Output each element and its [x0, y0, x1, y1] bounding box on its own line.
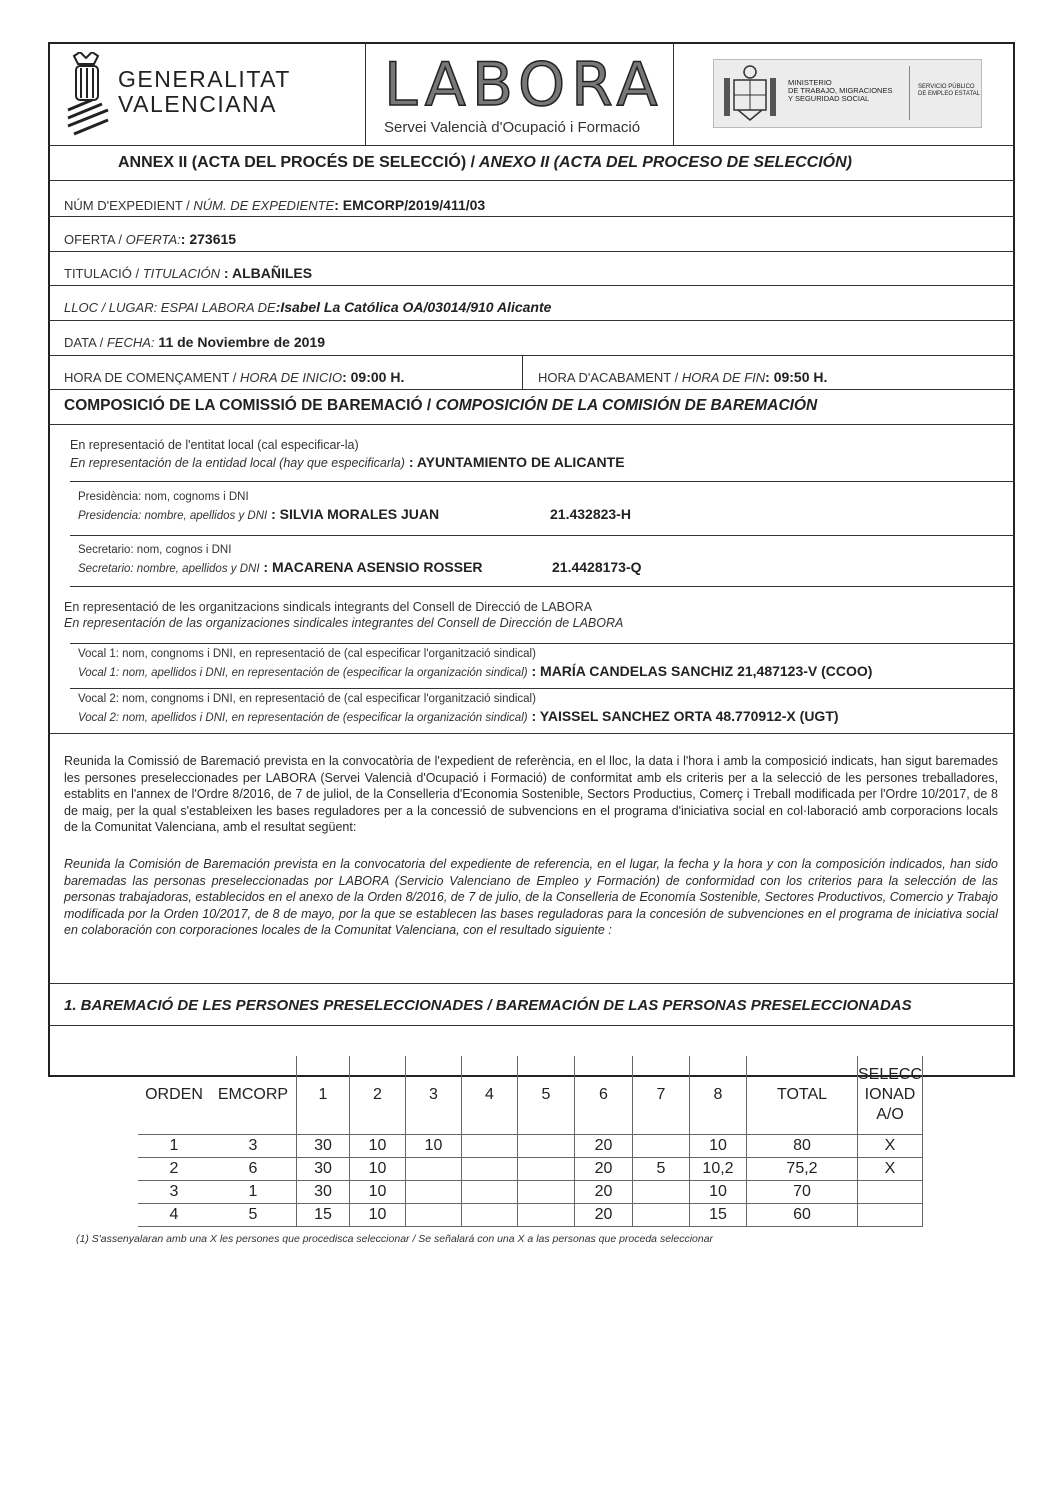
header-col-2: 2: [350, 1056, 406, 1135]
table-cell: [406, 1181, 462, 1204]
table-cell: 20: [575, 1135, 633, 1158]
table-cell: 3: [210, 1135, 297, 1158]
table-cell: 10: [350, 1135, 406, 1158]
labora-logo-subtitle: Servei Valencià d'Ocupació i Formació: [384, 119, 641, 136]
presidencia-row: Presidencia: nombre, apellidos y DNI : SILVIA MORALES JUAN: [78, 506, 440, 522]
table-row: [138, 1135, 923, 1158]
table-cell: 10: [690, 1181, 747, 1204]
table-cell: 20: [575, 1158, 633, 1181]
table-cell: [406, 1204, 462, 1227]
table-cell: [518, 1181, 575, 1204]
baremacion-table: [138, 1056, 923, 1227]
table-cell: [406, 1158, 462, 1181]
table-cell: [462, 1204, 518, 1227]
hora-inicio-row: HORA DE COMENÇAMENT / HORA DE INICIO: 09:00 H.: [64, 369, 405, 385]
table-cell: 5: [210, 1204, 297, 1227]
table-cell: 30: [297, 1135, 350, 1158]
table-header-row: [138, 1056, 923, 1135]
ministry-line1: MINISTERIO: [788, 78, 832, 87]
vocal1-row: Vocal 1: nom, apellidos i DNI, en representación de (especificar la organización sindical) : MARÍA CANDELAS SANCHIZ 21,487123-V (CCOO): [78, 663, 873, 679]
table-cell: 10: [690, 1135, 747, 1158]
vocal2-row: Vocal 2: nom, apellidos i DNI, en representación de (especificar la organización sindical) : YAISSEL SANCHEZ ORTA 48.770912-X (UGT): [78, 708, 839, 724]
table-cell: 2: [138, 1158, 210, 1181]
table-cell: [462, 1135, 518, 1158]
labora-logo-word: LABORA: [384, 50, 664, 120]
table-cell: [633, 1181, 690, 1204]
ministry-logo: [713, 59, 982, 128]
secretario-row: Secretario: nombre, apellidos y DNI : MACARENA ASENSIO ROSSER: [78, 559, 483, 575]
sepe-line2: DE EMPLEO ESTATAL: [918, 91, 981, 97]
table-cell: 20: [575, 1204, 633, 1227]
lugar-row: LLOC / LUGAR: ESPAI LABORA DE:Isabel La Católica OA/03014/910 Alicante: [64, 299, 552, 315]
table-cell: [633, 1204, 690, 1227]
table-cell: 10,2: [690, 1158, 747, 1181]
table-row: [138, 1204, 923, 1227]
sepe-line1: SERVICIO PÚBLICO: [918, 84, 975, 90]
header-total: TOTAL: [747, 1056, 858, 1135]
table-cell: [518, 1158, 575, 1181]
presidencia-dni: 21.432823-H: [550, 506, 631, 522]
header-col-1: 1: [297, 1056, 350, 1135]
vocal2-label-val: Vocal 2: nom, congnoms i DNI, en representació de (cal especificar l'organització sindical): [78, 693, 536, 705]
presidencia-label-val: Presidència: nom, cognoms i DNI: [78, 491, 249, 503]
table-cell: 10: [350, 1158, 406, 1181]
table-cell: [518, 1135, 575, 1158]
fecha-row: DATA / FECHA: 11 de Noviembre de 2019: [64, 334, 325, 350]
table-cell: [858, 1181, 923, 1204]
header-col-3: 3: [406, 1056, 462, 1135]
hora-fin-row: HORA D'ACABAMENT / HORA DE FIN: 09:50 H.: [538, 369, 828, 385]
header-col-7: 7: [633, 1056, 690, 1135]
titulacion-row: TITULACIÓ / TITULACIÓN : ALBAÑILES: [64, 265, 313, 281]
table-cell: 60: [747, 1204, 858, 1227]
generalitat-logo: [64, 52, 112, 136]
footnote: (1) S'assenyalaran amb una X les persones que procedisca seleccionar / Se señalará con una X a las personas que proceda seleccionar: [76, 1233, 714, 1245]
table-cell: [633, 1135, 690, 1158]
table-cell: 10: [350, 1204, 406, 1227]
table-cell: [518, 1204, 575, 1227]
table-cell: [462, 1181, 518, 1204]
table-cell: 30: [297, 1181, 350, 1204]
table-cell: 4: [138, 1204, 210, 1227]
header-seleccionado: SELECC IONAD A/O: [858, 1056, 923, 1135]
header-col-8: 8: [690, 1056, 747, 1135]
table-row: [138, 1158, 923, 1181]
header-col-6: 6: [575, 1056, 633, 1135]
oferta-row: OFERTA / OFERTA:: 273615: [64, 231, 237, 247]
table-cell: [858, 1204, 923, 1227]
table-cell: 5: [633, 1158, 690, 1181]
secretario-label-val: Secretario: nom, cognos i DNI: [78, 544, 232, 556]
ministry-line3: Y SEGURIDAD SOCIAL: [788, 94, 870, 103]
divider: [48, 145, 1015, 146]
table-cell: 70: [747, 1181, 858, 1204]
expediente-row: NÚM D'EXPEDIENT / NÚM. DE EXPEDIENTE: EMCORP/2019/411/03: [64, 197, 486, 213]
generalitat-name-line1: GENERALITAT: [118, 66, 291, 92]
commission-heading: COMPOSICIÓ DE LA COMISSIÓ DE BAREMACIÓ / COMPOSICIÓN DE LA COMISIÓN DE BAREMACIÓN: [64, 397, 818, 414]
ministry-line2: DE TRABAJO, MIGRACIONES: [788, 86, 893, 95]
paragraph-valenciano: Reunida la Comissió de Baremació prevista en la convocatòria de l'expedient de referència, en el lloc, la data i l'hora i amb la composició indicats, han sigut baremades les persones preseleccionades per LABORA (Servei Valencià d'Ocupació i Formació) de conformitat amb els criteris per a la selecció de les persones treballadores, establits en l'annex de l'Ordre 8/2016, de 7 de juliol, de la Conselleria d'Economia Sostenible, Sectors Productius, Comerç i Treball modificada per l'Ordre 10/2017, de 8 de maig, per la qual s'estableixen les bases reguladores per a la concessió de subvencions en el programa d'iniciativa social en col·laboració amb corporacions locals de la Comunitat Valenciana, amb el resultat següent:: [64, 754, 998, 834]
sindicales-es: En representación de las organizaciones sindicales integrantes del Consell de Dirección de LABORA: [64, 616, 624, 630]
table-cell: 1: [210, 1181, 297, 1204]
entidad-label-val: En representació de l'entitat local (cal especificar-la): [70, 438, 359, 452]
table-cell: X: [858, 1158, 923, 1181]
table-cell: 80: [747, 1135, 858, 1158]
table-cell: X: [858, 1135, 923, 1158]
generalitat-name-line2: VALENCIANA: [118, 91, 278, 117]
divider: [365, 42, 366, 145]
sindicales-val: En representació de les organitzacions sindicals integrants del Consell de Direcció de LABORA: [64, 600, 593, 614]
section1-heading: 1. BAREMACIÓ DE LES PERSONES PRESELECCIONADES / BAREMACIÓN DE LAS PERSONAS PRESELECCIONADAS: [64, 997, 912, 1014]
table-cell: 10: [350, 1181, 406, 1204]
paragraph-castellano: Reunida la Comisión de Baremación prevista en la convocatoria del expediente de referencia, en el lugar, la fecha y la hora y con la composición indicados, han sido baremadas las personas preseleccionadas por LABORA (Servicio Valenciano de Empleo y Formación) de conformidad con los criterios para la selección de las personas trabajadoras, establecidos en el anexo de la Orden 8/2016, de 7 de julio, de la Conselleria de Economía Sostenible, Sectores Productivos, Comercio y Trabajo modificada por la Orden 10/2017, de 8 de mayo, por la que se establecen las bases reguladoras para la concesión de subvenciones en el programa de iniciativa social en colaboración con corporaciones locales de la Comunitat Valenciana, con el resultado siguiente :: [64, 857, 998, 937]
header-orden: ORDEN: [138, 1056, 210, 1135]
header-emcorp: EMCORP: [210, 1056, 297, 1135]
vocal1-label-val: Vocal 1: nom, congnoms i DNI, en representació de (cal especificar l'organització sindical): [78, 648, 536, 660]
table-cell: 20: [575, 1181, 633, 1204]
table-cell: 3: [138, 1181, 210, 1204]
header-col-5: 5: [518, 1056, 575, 1135]
header-col-4: 4: [462, 1056, 518, 1135]
table-cell: 15: [297, 1204, 350, 1227]
table-cell: 6: [210, 1158, 297, 1181]
table-cell: 75,2: [747, 1158, 858, 1181]
table-row: [138, 1181, 923, 1204]
table-cell: 10: [406, 1135, 462, 1158]
table-cell: 1: [138, 1135, 210, 1158]
divider: [673, 42, 674, 145]
table-cell: [462, 1158, 518, 1181]
entidad-row: En representación de la entidad local (hay que especificarla) : AYUNTAMIENTO DE ALICANTE: [70, 454, 625, 470]
table-cell: 30: [297, 1158, 350, 1181]
secretario-dni: 21.4428173-Q: [552, 559, 642, 575]
document-title: ANNEX II (ACTA DEL PROCÉS DE SELECCIÓ) / ANEXO II (ACTA DEL PROCESO DE SELECCIÓN): [118, 154, 852, 171]
coat-of-arms-icon: [722, 64, 778, 122]
table-cell: 15: [690, 1204, 747, 1227]
